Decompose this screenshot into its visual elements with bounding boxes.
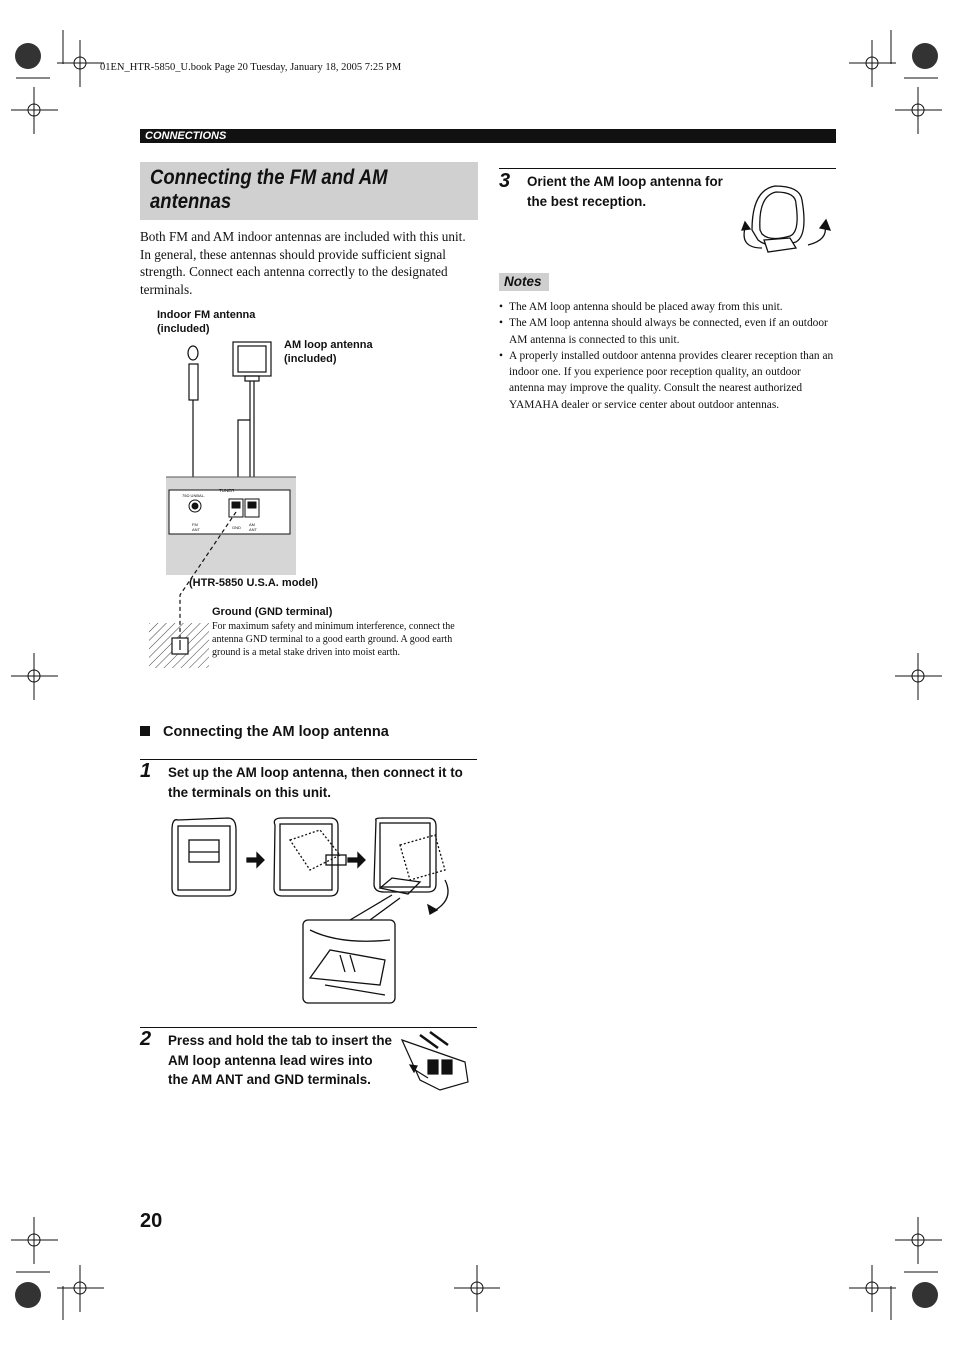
panel-am-ant-label: ANT	[249, 527, 257, 532]
step-3-number: 3	[499, 170, 511, 192]
ground-title: Ground (GND terminal)	[212, 606, 333, 618]
file-info-header: 01EN_HTR-5850_U.book Page 20 Tuesday, January 18, 2005 7:25 PM	[100, 62, 402, 73]
panel-fm-ant-label: ANT	[192, 527, 200, 532]
subsection-heading-text: Connecting the AM loop antenna	[163, 724, 389, 740]
title-line-2: antennas	[150, 190, 232, 213]
panel-tuner-label: TUNER	[219, 488, 235, 493]
title-line-1: Connecting the FM and AM	[150, 166, 388, 189]
step-3-text: Orient the AM loop antenna for the best reception.	[527, 174, 723, 209]
step-1-text: Set up the AM loop antenna, then connect it to the terminals on this unit.	[168, 765, 463, 800]
step-2-text: Press and hold the tab to insert the AM loop antenna lead wires into the AM ANT and GND terminals.	[168, 1033, 392, 1087]
note-item: • A properly installed outdoor antenna provides clearer reception than an indoor one. If you experience poor reception quality, an outdoor antenna may improve the quality. Consult the nearest authorized YAMAHA dealer or service center about outdoor antennas.	[498, 348, 836, 413]
panel-gnd-label: GND	[232, 525, 241, 530]
fm-antenna-label-line-1: Indoor FM antenna	[157, 309, 256, 321]
am-antenna-label-line-1: AM loop antenna	[284, 339, 373, 351]
panel-am-label: AM	[249, 522, 255, 527]
panel-fm-label: FM	[192, 522, 198, 527]
model-label: (HTR-5850 U.S.A. model)	[189, 577, 318, 589]
page-number: 20	[140, 1210, 163, 1232]
notes-heading: Notes	[499, 273, 549, 291]
panel-75ohm-label: 75Ω UNBAL.	[182, 493, 205, 498]
am-antenna-label-line-2: (included)	[284, 353, 337, 365]
notes-list	[498, 299, 836, 413]
fm-antenna-label-line-2: (included)	[157, 323, 210, 335]
ground-description: For maximum safety and minimum interference, connect the antenna GND terminal to a good earth ground. A good earth ground is a metal stake driven into moist earth.	[212, 621, 455, 658]
step-1-number: 1	[140, 760, 152, 782]
intro-paragraph: Both FM and AM indoor antennas are included with this unit. In general, these antennas should provide sufficient signal strength. Connect each antenna correctly to the designated terminals.	[140, 229, 466, 298]
section-label-bar: CONNECTIONS	[140, 129, 836, 143]
note-item: • The AM loop antenna should be placed away from this unit.	[498, 299, 836, 315]
note-item: • The AM loop antenna should always be connected, even if an outdoor AM antenna is connected to this unit.	[498, 315, 836, 348]
step-2-number: 2	[140, 1028, 152, 1050]
